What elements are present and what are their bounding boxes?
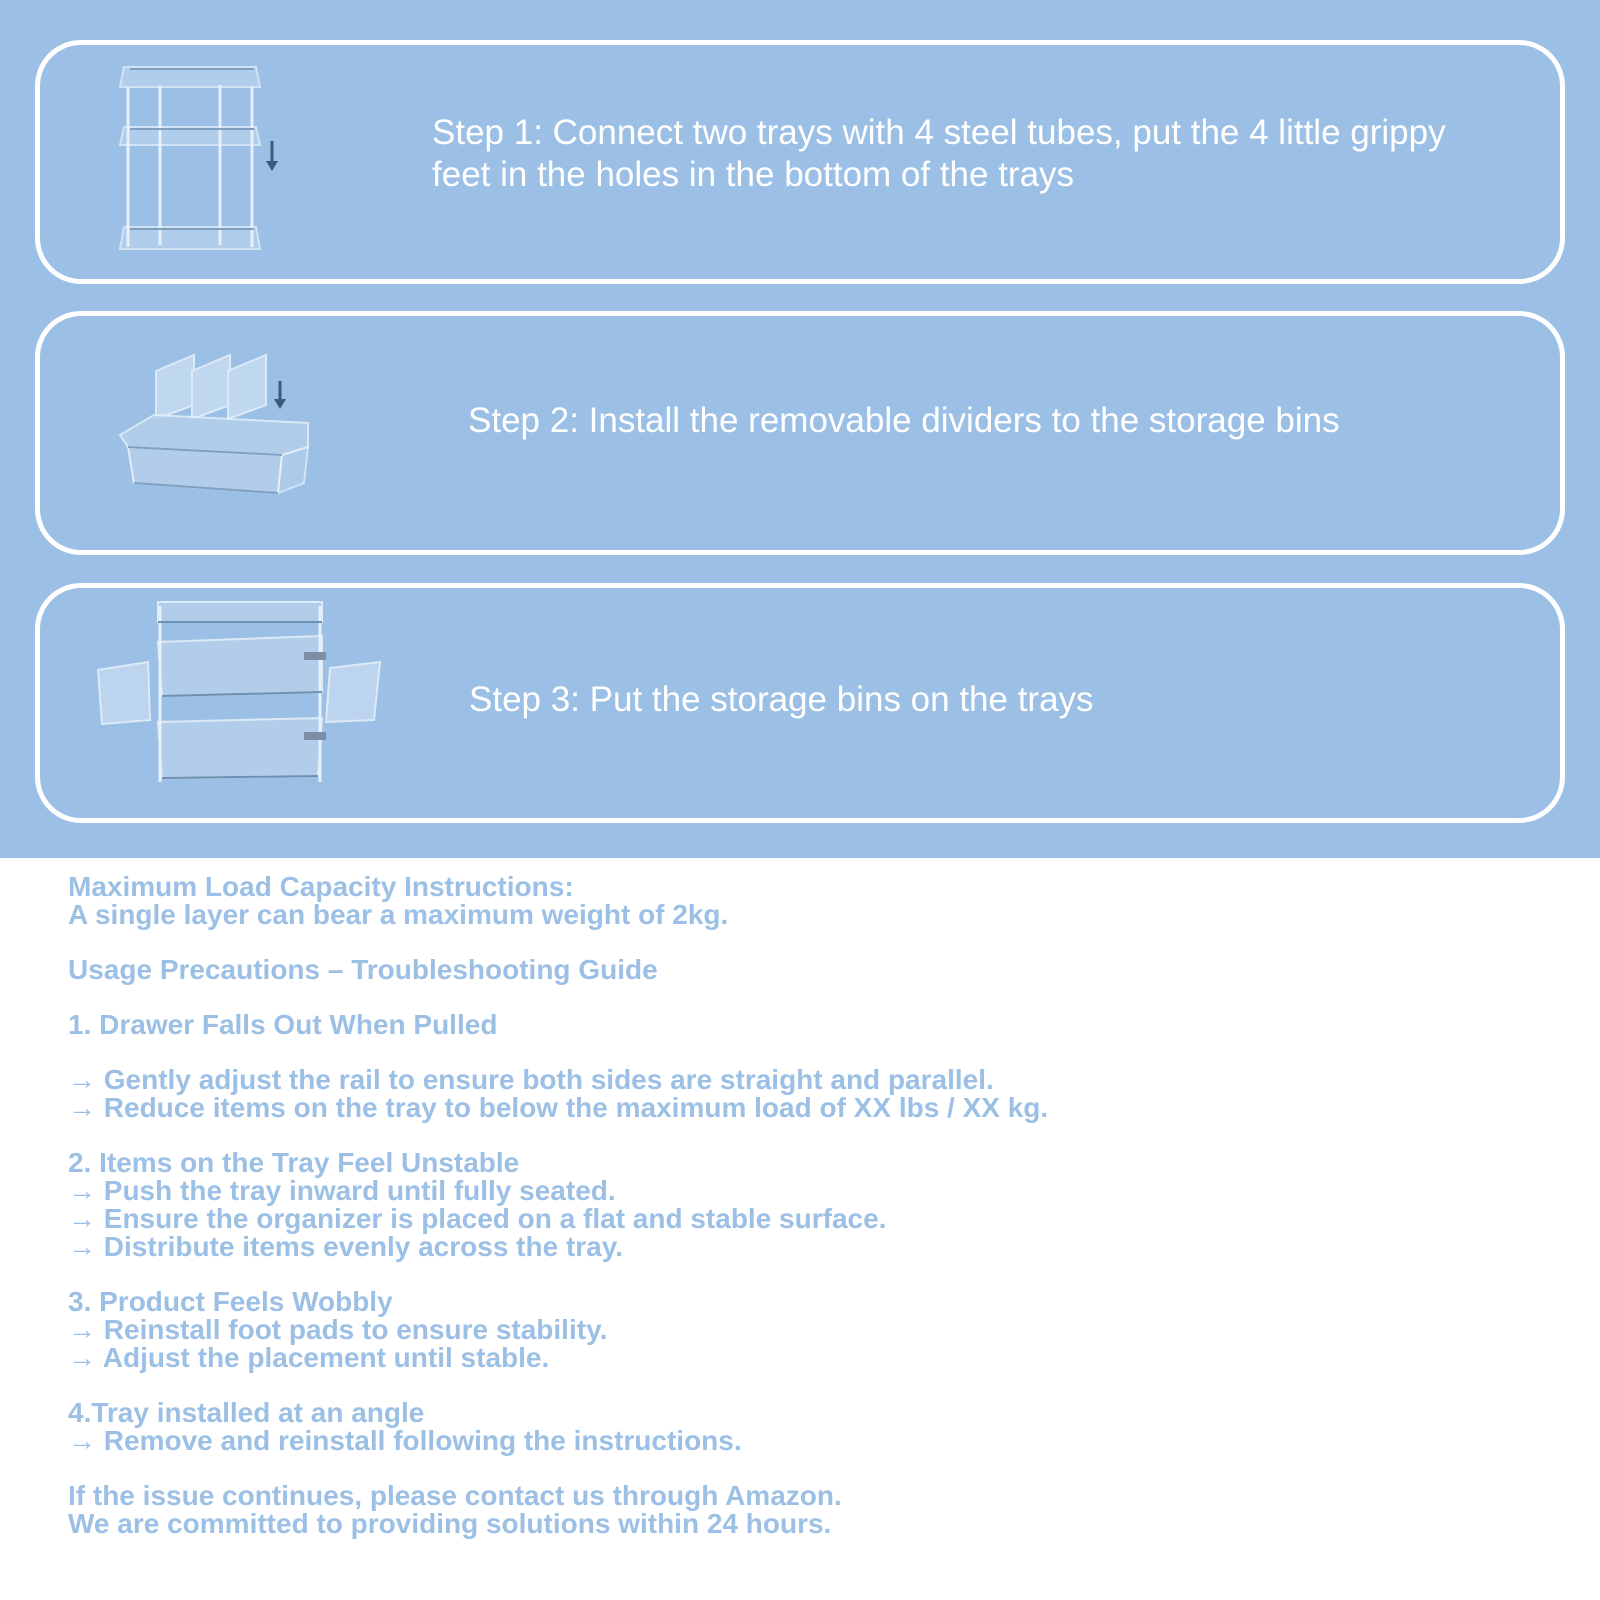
load-text: A single layer can bear a maximum weight of 2kg. xyxy=(68,899,729,930)
step-3-text: Step 3: Put the storage bins on the trays xyxy=(469,680,1094,719)
rack-with-bins-illustration xyxy=(92,592,392,802)
issue-3-fix-1: → Reinstall foot pads to ensure stability. xyxy=(68,1314,608,1345)
issue-1-fix-1: → Gently adjust the rail to ensure both sides are straight and parallel. xyxy=(68,1064,994,1095)
issue-2-fix-1: → Push the tray inward until fully seated. xyxy=(68,1175,616,1206)
issue-4-title: 4.Tray installed at an angle xyxy=(68,1397,425,1428)
guide-title: Usage Precautions – Troubleshooting Guide xyxy=(68,954,658,985)
step-2-card xyxy=(35,311,1565,555)
issue-1-fix-2: → Reduce items on the tray to below the maximum load of XX lbs / XX kg. xyxy=(68,1092,1049,1123)
step-2-text: Step 2: Install the removable dividers to the storage bins xyxy=(468,401,1340,440)
step-1-card xyxy=(35,40,1565,284)
two-tier-rack-illustration xyxy=(110,57,290,267)
issue-3-title: 3. Product Feels Wobbly xyxy=(68,1286,393,1317)
load-title: Maximum Load Capacity Instructions: xyxy=(68,871,574,902)
issue-2-fix-3: → Distribute items evenly across the tray. xyxy=(68,1231,624,1262)
down-arrow-icon xyxy=(274,381,286,409)
issue-3-fix-2: → Adjust the placement until stable. xyxy=(68,1342,550,1373)
step-3-card xyxy=(35,583,1565,823)
instructions-text xyxy=(68,873,1548,1538)
issue-4-fix-1: → Remove and reinstall following the instructions. xyxy=(68,1425,742,1456)
step-1-text: Step 1: Connect two trays with 4 steel tubes, put the 4 little grippy feet in the holes in the bottom of the trays xyxy=(432,113,1446,194)
issue-2-fix-2: → Ensure the organizer is placed on a flat and stable surface. xyxy=(68,1203,887,1234)
contact-line-1: If the issue continues, please contact us through Amazon. xyxy=(68,1480,842,1511)
issue-2-title: 2. Items on the Tray Feel Unstable xyxy=(68,1147,520,1178)
down-arrow-icon xyxy=(266,141,278,171)
issue-1-title: 1. Drawer Falls Out When Pulled xyxy=(68,1009,498,1040)
contact-line-2: We are committed to providing solutions within 24 hours. xyxy=(68,1508,832,1539)
bin-with-dividers-illustration xyxy=(112,351,322,511)
